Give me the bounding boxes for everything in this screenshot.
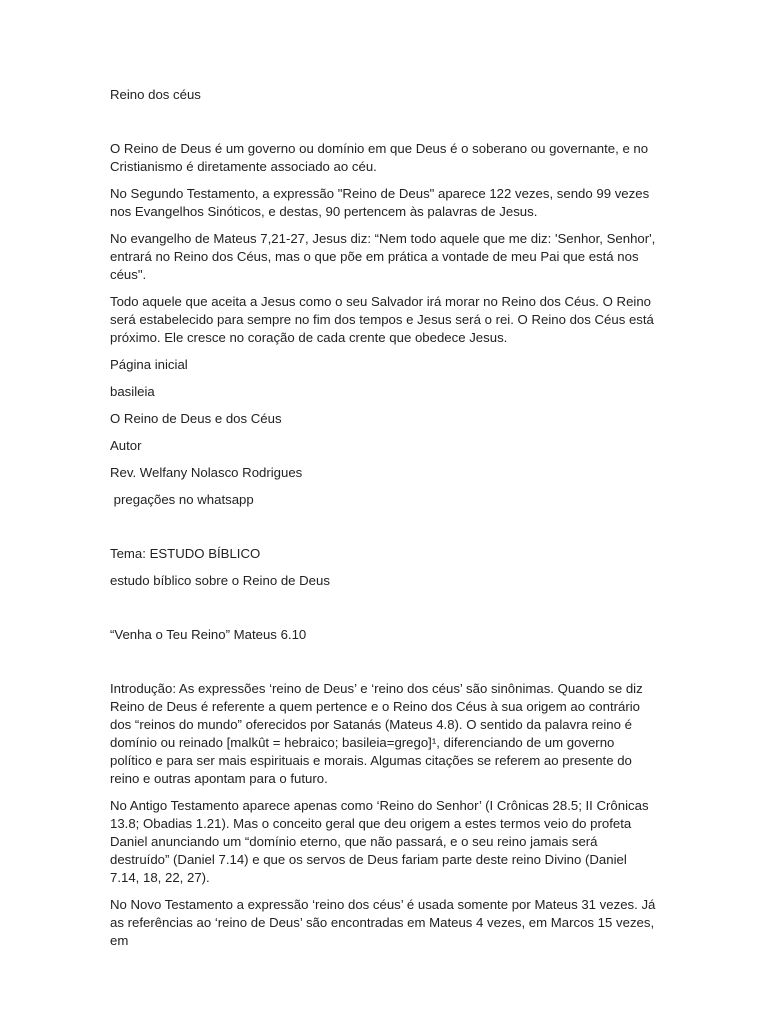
- article-subtitle: O Reino de Deus e dos Céus: [110, 411, 282, 426]
- spacer: [110, 113, 658, 140]
- theme-label: Tema: ESTUDO BÍBLICO: [110, 546, 261, 561]
- paragraph-second-testament: No Segundo Testamento, a expressão "Reino de Deus" aparece 122 vezes, sendo 99 vezes nos Evangelhos Sinóticos, e destas, 90 pertencem às palavras de Jesus.: [110, 186, 653, 219]
- paragraph-new-testament: No Novo Testamento a expressão ‘reino dos céus’ é usada somente por Mateus 31 vezes. Já as referências ao ‘reino de Deus’ são encontradas em Mateus 4 vezes, em Marcos 15 vezes, em: [110, 897, 660, 948]
- spacer: [110, 518, 658, 545]
- spacer: [110, 653, 658, 680]
- paragraph-introduction: Introdução: As expressões ‘reino de Deus’ e ‘reino dos céus’ são sinônimas. Quando se diz Reino de Deus é referente a quem pertence e o Reino dos Céus à sua origem ao contrário dos “reinos do mundo” oferecidos por Satanás (Mateus 4.8). O sentido da palavra reino é domínio ou reinado [malkût = hebraico; basileia=grego]¹, diferenciando de um governo político e para ser mais espirituais e morais. Algumas citações se referem ao presente do reino e outras apontam para o futuro.: [110, 681, 647, 786]
- document-body: [110, 86, 658, 959]
- link-basileia[interactable]: basileia: [110, 384, 155, 399]
- study-heading: estudo bíblico sobre o Reino de Deus: [110, 573, 330, 588]
- author-label: Autor: [110, 438, 142, 453]
- spacer: [110, 599, 658, 626]
- paragraph-old-testament: No Antigo Testamento aparece apenas como ‘Reino do Senhor’ (I Crônicas 28.5; II Crônicas 13.8; Obadias 1.21). Mas o conceito geral que deu origem a estes termos veio do profeta Daniel anunciando um “domínio eterno, que não passará, e o seu reino jamais será destruído” (Daniel 7.14) e que os servos de Deus fariam parte deste reino Divino (Daniel 7.14, 18, 22, 27).: [110, 798, 653, 885]
- paragraph-intro-definition: O Reino de Deus é um governo ou domínio em que Deus é o soberano ou governante, e no Cristianismo é diretamente associado ao céu.: [110, 141, 652, 174]
- whatsapp-link[interactable]: pregações no whatsapp: [110, 492, 254, 507]
- paragraph-matthew-7: No evangelho de Mateus 7,21-27, Jesus diz: “Nem todo aquele que me diz: 'Senhor, Senhor', entrará no Reino dos Céus, mas o que põe em prática a vontade de meu Pai que está nos céus".: [110, 231, 659, 282]
- document-title: Reino dos céus: [110, 87, 201, 102]
- author-name[interactable]: Rev. Welfany Nolasco Rodrigues: [110, 465, 303, 480]
- study-scripture-title: “Venha o Teu Reino” Mateus 6.10: [110, 627, 307, 642]
- link-home-page[interactable]: Página inicial: [110, 357, 188, 372]
- paragraph-salvation: Todo aquele que aceita a Jesus como o seu Salvador irá morar no Reino dos Céus. O Reino será estabelecido para sempre no fim dos tempos e Jesus será o rei. O Reino dos Céus está próximo. Ele cresce no coração de cada crente que obedece Jesus.: [110, 294, 658, 345]
